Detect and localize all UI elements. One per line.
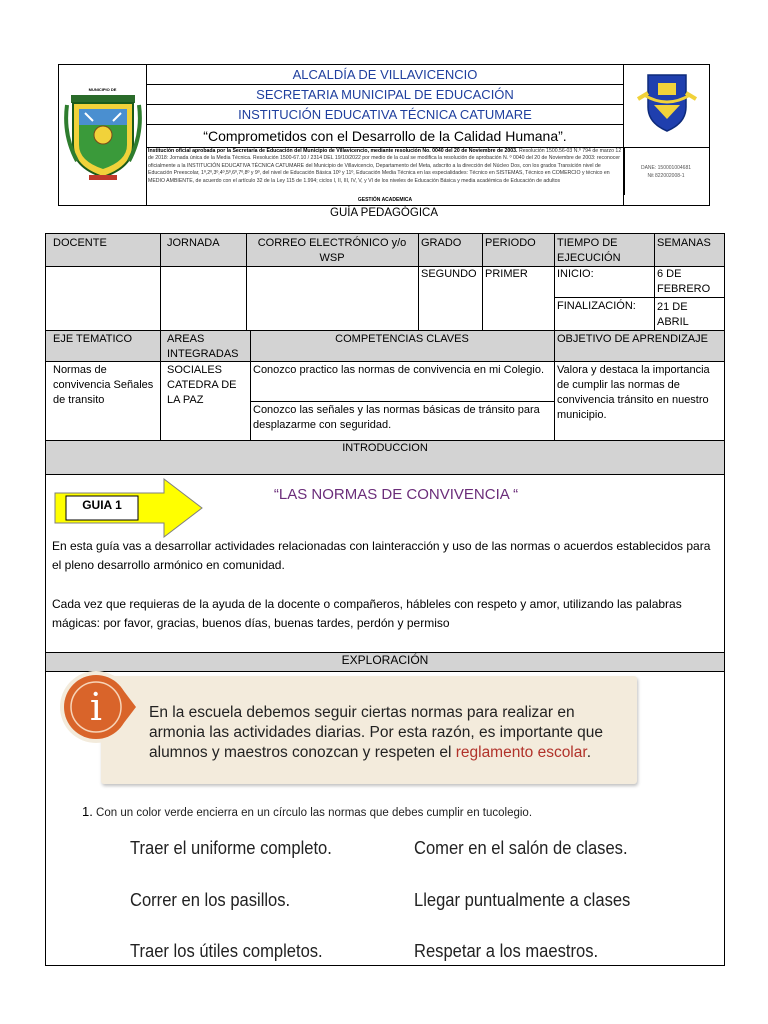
activity-text: Con un color verde encierra en un círculo las normas que debes cumplir en tucolegio.: [96, 807, 533, 819]
col-areas: AREAS INTEGRADAS: [167, 333, 239, 360]
norma-item: Traer el uniforme completo.: [130, 838, 332, 858]
info-callout: [101, 676, 637, 784]
header-motto: “Comprometidos con el Desarrollo de la Calidad Humana”.: [203, 128, 567, 144]
nit-code: Nit 822002008-1: [647, 173, 685, 179]
objetivo-value: Valora y destaca la importancia de cumplir las normas de convivencia tránsito en nuestro municipio.: [557, 364, 710, 421]
info-icon-letter: i: [89, 685, 103, 729]
activity-instruction: [82, 804, 532, 819]
municipal-logo-cell: [59, 65, 147, 205]
institution-header: [58, 64, 710, 206]
guia-label: GUIA 1: [82, 498, 122, 512]
header-secretaria: SECRETARIA MUNICIPAL DE EDUCACIÓN: [147, 85, 623, 105]
inicio-label: INICIO:: [557, 268, 594, 280]
resolution-bold: Institución oficial aprobada por la Secretaría de Educación del Municipio de Villavicencio, mediante resolución No. 0040 del 20 de Noviembre de 2003.: [148, 148, 518, 154]
norma-item: Correr en los pasillos.: [130, 890, 291, 910]
col-correo: CORREO ELECTRÓNICO y/o WSP: [257, 237, 407, 264]
rule: [46, 361, 724, 362]
rule: [554, 297, 724, 298]
info-end: .: [586, 744, 591, 761]
areas-value: SOCIALES CATEDRA DE LA PAZ: [167, 364, 237, 406]
municipal-shield-logo: [59, 65, 147, 205]
rule: [46, 671, 724, 672]
rule: [554, 234, 555, 440]
guide-table: [45, 233, 725, 966]
rule: [46, 474, 724, 475]
guide-title: GUÍA PEDAGÓGICA: [330, 207, 438, 219]
col-tiempo: TIEMPO DE EJECUCIÓN: [557, 237, 621, 264]
guia-title: “LAS NORMAS DE CONVIVENCIA “: [273, 486, 519, 503]
info-text: En la escuela debemos seguir ciertas normas para realizar en armonia las actividades diarias. Por esta razón, es importante que alumnos y maestros conozcan y respeten el: [149, 704, 604, 761]
rule: [46, 440, 724, 441]
dane-code: DANE: 150001004681: [640, 165, 692, 171]
info-callout-text: [149, 703, 629, 763]
rule: [46, 266, 724, 267]
header-institucion: INSTITUCIÓN EDUCATIVA TÉCNICA CATUMARE: [147, 105, 623, 125]
col-docente: DOCENTE: [53, 237, 107, 249]
competencia-2: Conozco las señales y las normas básicas de tránsito para desplazarme con seguridad.: [253, 404, 540, 431]
rule: [160, 330, 161, 440]
logo-caption: MUNICIPIO DE: [88, 87, 117, 92]
rule: [250, 401, 554, 402]
col-grado: GRADO: [421, 237, 462, 249]
rule: [46, 652, 724, 653]
norma-item: Comer en el salón de clases.: [414, 838, 628, 858]
grado-value: SEGUNDO: [421, 268, 477, 280]
col-periodo: PERIODO: [485, 237, 536, 249]
rule: [654, 234, 655, 330]
finalizacion-value: 21 DE ABRIL: [657, 301, 689, 328]
norma-item: Respetar a los maestros.: [414, 941, 599, 961]
rule: [482, 234, 483, 330]
intro-paragraph-1: En esta guía vas a desarrollar actividades relacionadas con lainteracción y uso de las normas o acuerdos establecidos para el pleno desarrollo armónico en comunidad.: [52, 539, 711, 572]
rule: [46, 330, 724, 331]
school-crest-logo: [624, 65, 710, 147]
exploracion-bar: EXPLORACIÓN: [46, 652, 724, 671]
introduccion-bar: INTRODUCCION: [46, 440, 724, 474]
activity-number: 1.: [82, 804, 93, 819]
norma-item: Traer los útiles completos.: [130, 941, 323, 961]
rule: [160, 234, 161, 330]
periodo-value: PRIMER: [485, 268, 528, 280]
rule: [418, 234, 419, 330]
finalizacion-label: FINALIZACIÓN:: [557, 300, 636, 312]
col-eje: EJE TEMATICO: [53, 333, 133, 345]
resolution-text: [147, 147, 625, 195]
header-alcaldia: ALCALDÍA DE VILLAVICENCIO: [147, 65, 623, 85]
resolution-rest: Resolución 1500.56-03 N.º 794 de marzo 12 de 2018: Jornada única de la Media Técnica. Resolución 1500-67.10 / 2314 DEL 19/10/2022 por medio de la cual se modifica la resolución de aprobación N. º 0040 del 20 de Noviembre de 2003: reconocer oficialmente a la INSTITUCIÓN EDUCATIVA TÉCNICA CATUMARE del Municipio de Villavicencio, Departamento del Meta, adscrito a la dirección del Núcleo Dos, con los grados Transición nivel de Educación Preescolar, 1º,2º,3º,4º,5º,6º,7º,8º y 9º, del nivel de Educación Básica 10º y 11º, Educación Media Técnica en las especialidades: Técnico en SISTEMAS, Técnico en COMERCIO y técnico en MEDIO AMBIENTE, de acuerdo con el artículo 32 de la Ley 115 de 1.994; ciclos I, II, III, IV, V, y VI de los niveles de Educación Básica y media académica de Educación de adultos: [148, 148, 622, 184]
rule: [246, 234, 247, 330]
gestion-academica-label: GESTIÓN ACADEMICA: [357, 197, 413, 203]
info-highlight: reglamento escolar: [455, 744, 587, 761]
norma-item: Llegar puntualmente a clases: [414, 890, 631, 910]
col-objetivo: OBJETIVO DE APRENDIZAJE: [557, 333, 708, 345]
inicio-value: 6 DE FEBRERO: [657, 268, 711, 295]
competencia-1: Conozco practico las normas de convivencia en mi Colegio.: [253, 364, 545, 376]
school-crest-cell: [623, 65, 709, 205]
eje-value: Normas de convivencia Señales de transito: [53, 364, 154, 406]
col-jornada: JORNADA: [167, 237, 220, 249]
rule: [250, 330, 251, 440]
intro-paragraph-2: Cada vez que requieras de la ayuda de la docente o compañeros, hábleles con respeto y amor, utilizando las palabras mágicas: por favor, gracias, buenos días, buenas tardes, perdón y permiso: [52, 597, 682, 630]
col-competencias: COMPETENCIAS CLAVES: [335, 333, 469, 345]
col-semanas: SEMANAS: [657, 237, 711, 249]
